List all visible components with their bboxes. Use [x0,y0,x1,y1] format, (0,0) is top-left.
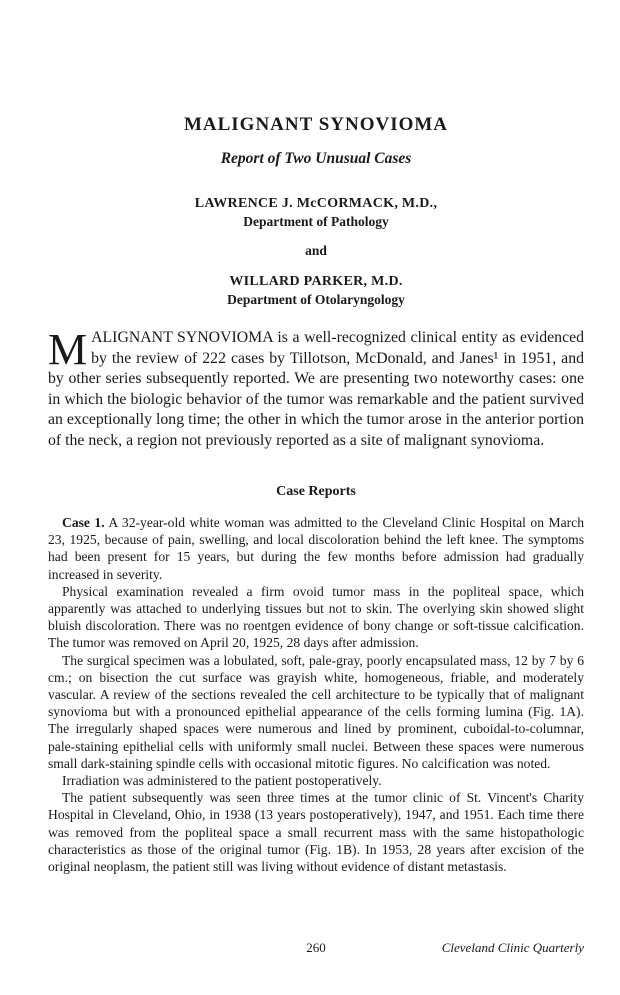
author-1-name: LAWRENCE J. McCORMACK, M.D., [194,196,438,211]
article-title: MALIGNANT SYNOVIOMA [183,114,449,135]
case-report-body [48,514,584,875]
paragraph-text: A 32-year-old white woman was admitted to the Cleveland Clinic Hospital on March 23, 1925, because of pain, swelling, and local discoloration behind the left knee. The symptoms had been present for 15 years, but during the few months before admission had gradually increased in severity. [48,515,584,582]
paragraph-text: The patient subsequently was seen three times at the tumor clinic of St. Vincent's Charity Hospital in Cleveland, Ohio, in 1938 (13 years postoperatively), 1947, and 1951. Each time there was removed from the popliteal space a small recurrent mass with the same histopathologic characteristics as those of the original tumor (Fig. 1B). In 1953, 28 years after excision of the original neoplasm, the patient still was living without evidence of distant metastasis. [48,790,584,875]
case-lead: Case 1. [62,515,105,530]
body-paragraph [48,652,584,772]
author-conjunction: and [305,243,327,258]
journal-name: Cleveland Clinic Quarterly [441,940,584,955]
body-paragraph [48,772,584,789]
body-paragraph [48,514,584,583]
drop-cap: M [48,325,88,374]
paragraph-text: Irradiation was administered to the patient postoperatively. [62,773,382,789]
intro-paragraph [48,325,584,451]
intro-text: ALIGNANT SYNOVIOMA is a well-recognized clinical entity as evidenced by the review of 222 cases by Tillotson, McDonald, and Janes¹ in 1951, and by other series subsequently reported. We are presenting two noteworthy cases: one in which the biologic behavior of the tumor was remarkable and the patient survived an exceptionally long time; the other in which the tumor arose in the anterior portion of the neck, a region not previously reported as a site of malignant synovioma. [48,329,584,449]
paragraph-text: The surgical specimen was a lobulated, soft, pale-gray, poorly encapsulated mass, 12 by 7 by 6 cm.; on bisection the cut surface was grayish white, homogeneous, friable, and moderately vascular. A review of the sections revealed the cell architecture to be typically that of malignant synovioma but with a pronounced epithelial appearance of the cells forming lumina (Fig. 1A). The irregularly shaped spaces were numerous and lined by prominent, cuboidal-to-columnar, pale-staining epithelial cells with uniformly small nuclei. Between these spaces were numerous small dark-staining spindle cells with occasional mitotic figures. No calcification was noted. [48,652,584,771]
author-2-name: WILLARD PARKER, M.D. [229,274,403,289]
section-heading: Case Reports [276,484,356,499]
paragraph-text: Physical examination revealed a firm ovoid tumor mass in the popliteal space, which apparently was attached to underlying tissues but not to skin. The overlying skin showed slight bluish discoloration. There was no roentgen evidence of bony change or soft-tissue calcification. The tumor was removed on April 20, 1925, 28 days after admission. [48,583,584,651]
body-paragraph [48,583,584,652]
body-paragraph [48,789,584,875]
author-1-department: Department of Pathology [243,214,389,229]
page-footer [48,940,584,960]
author-2-department: Department of Otolaryngology [227,292,405,307]
article-subtitle: Report of Two Unusual Cases [220,150,412,167]
page-number: 260 [306,940,326,955]
